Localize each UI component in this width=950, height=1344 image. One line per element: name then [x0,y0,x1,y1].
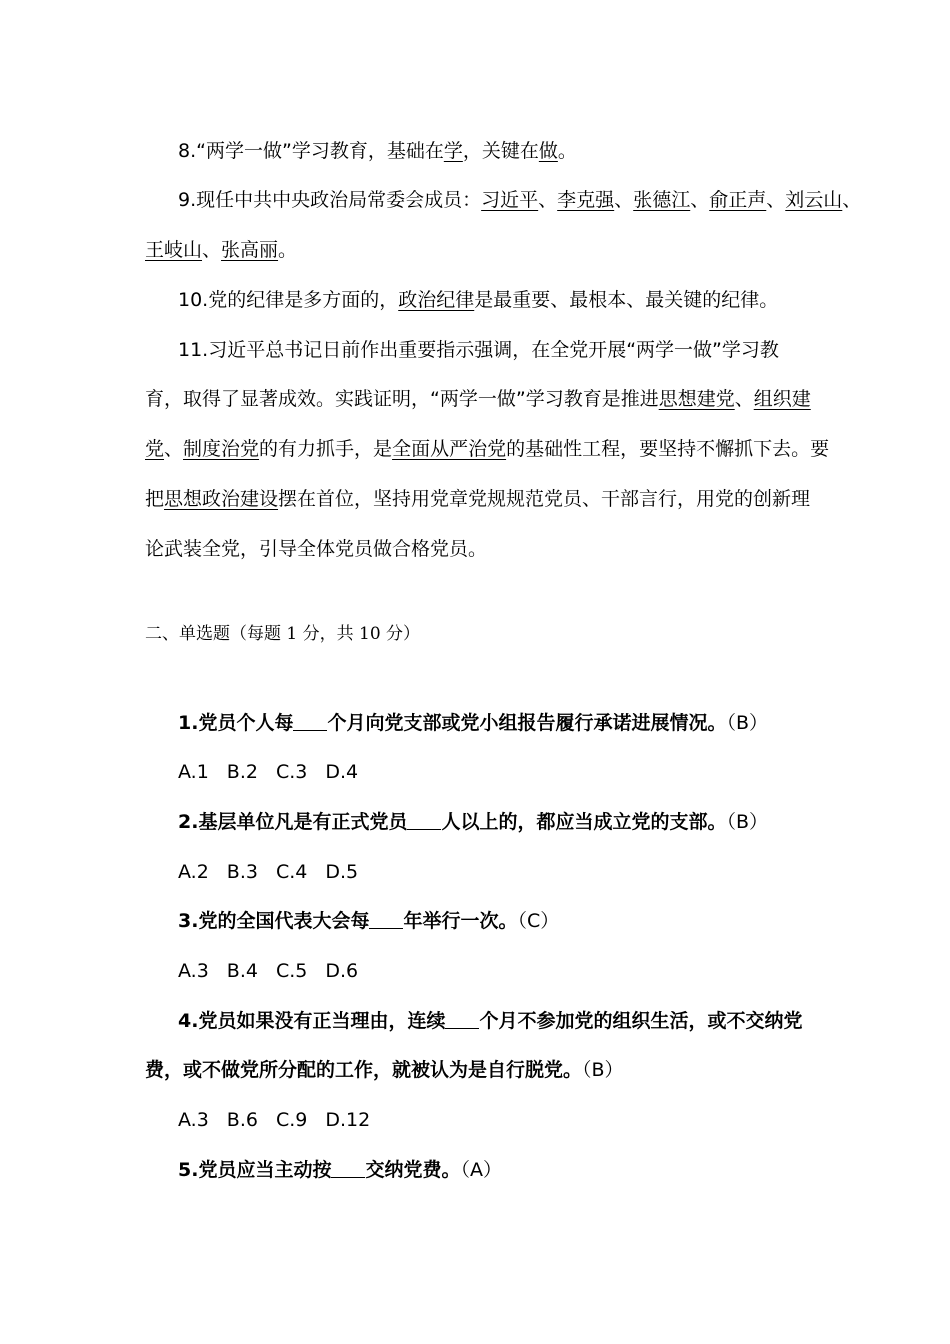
answer-blank [369,910,403,929]
fill-q11-line3: 党、制度治党的有力抓手，是全面从严治党的基础性工程，要坚持不懈抓下去。要 [145,438,830,460]
fill-q11-line2: 育，取得了显著成效。实践证明，“两学一做”学习教育是推进思想建党、组织建 [145,388,811,410]
answer-key: （A） [460,1159,502,1181]
question-4-line2: 费，或不做党所分配的工作，就被认为是自行脱党。（B） [145,1059,624,1081]
question-2: 2.基层单位凡是有正式党员 人以上的，都应当成立党的支部。（B） [178,811,769,833]
option: C.5 [275,960,308,982]
options-3 [178,958,843,984]
answer-blank [331,1159,365,1178]
answer-blank [407,811,441,830]
question-1: 1.党员个人每 个月向党支部或党小组报告履行承诺进展情况。（B） [178,712,769,734]
fill-q9-line1: 9.现任中共中央政治局常委会成员：习近平、李克强、张德江、俞正声、刘云山、 [178,189,862,211]
fill-q11-line4: 把思想政治建设摆在首位，坚持用党章党规规范党员、干部言行，用党的创新理 [145,488,811,510]
question-5: 5.党员应当主动按 交纳党费。（A） [178,1159,502,1181]
answer-key: （B） [582,1059,624,1081]
member-name: 习近平 [481,189,539,211]
fill-q11-line5: 论武装全党，引导全体党员做合格党员。 [145,538,488,560]
option: C.3 [275,761,308,783]
option: A.1 [178,761,209,783]
answer-key: （B） [726,811,769,833]
member-name: 李克强 [557,189,615,211]
option: C.9 [275,1109,308,1131]
fill-q10: 10.党的纪律是多方面的，政治纪律是最重要、最根本、最关键的纪律。 [178,289,779,311]
section-title: 二、单选题（每题 1 分，共 10 分） [145,624,421,644]
option: B.6 [226,1109,258,1131]
question-4-line1: 4.党员如果没有正当理由，连续 个月不参加党的组织生活，或不交纳党 [178,1010,803,1032]
option: D.5 [325,861,359,883]
option: A.3 [178,960,209,982]
option: D.6 [325,960,359,982]
option: D.12 [325,1109,371,1131]
member-name: 张德江 [633,189,691,211]
option: D.4 [325,761,359,783]
answer-underlined: 思想建党 [658,388,735,410]
answer-underlined: 做 [538,140,558,162]
answer-underlined: 学 [443,140,463,162]
options-1 [178,759,843,785]
member-name: 刘云山 [785,189,843,211]
answer-blank [293,712,327,731]
answer-underlined: 思想政治建设 [164,488,279,510]
answer-underlined: 党 [145,438,165,460]
fill-q8: 8.“两学一做”学习教育，基础在学，关键在做。 [178,140,577,162]
answer-blank [445,1010,479,1029]
fill-q9-line2: 王岐山、张高丽。 [145,239,298,261]
options-4 [178,1107,843,1133]
option: A.3 [178,1109,209,1131]
answer-underlined: 制度治党 [183,438,260,460]
option: A.2 [178,861,209,883]
answer-underlined: 政治纪律 [398,289,475,311]
member-name: 王岐山 [145,239,203,261]
answer-underlined: 组织建 [753,388,811,410]
answer-key: （B） [726,712,769,734]
option: C.4 [275,861,308,883]
question-3: 3.党的全国代表大会每 年举行一次。（C） [178,910,560,932]
answer-key: （C） [517,910,560,932]
fill-q11-line1: 11.习近平总书记日前作出重要指示强调，在全党开展“两学一做”学习教 [178,339,779,361]
option: B.3 [226,861,258,883]
member-name: 俞正声 [709,189,767,211]
option: B.4 [226,960,258,982]
option: B.2 [226,761,258,783]
answer-underlined: 全面从严治党 [392,438,507,460]
options-2 [178,859,843,885]
member-name: 张高丽 [221,239,279,261]
